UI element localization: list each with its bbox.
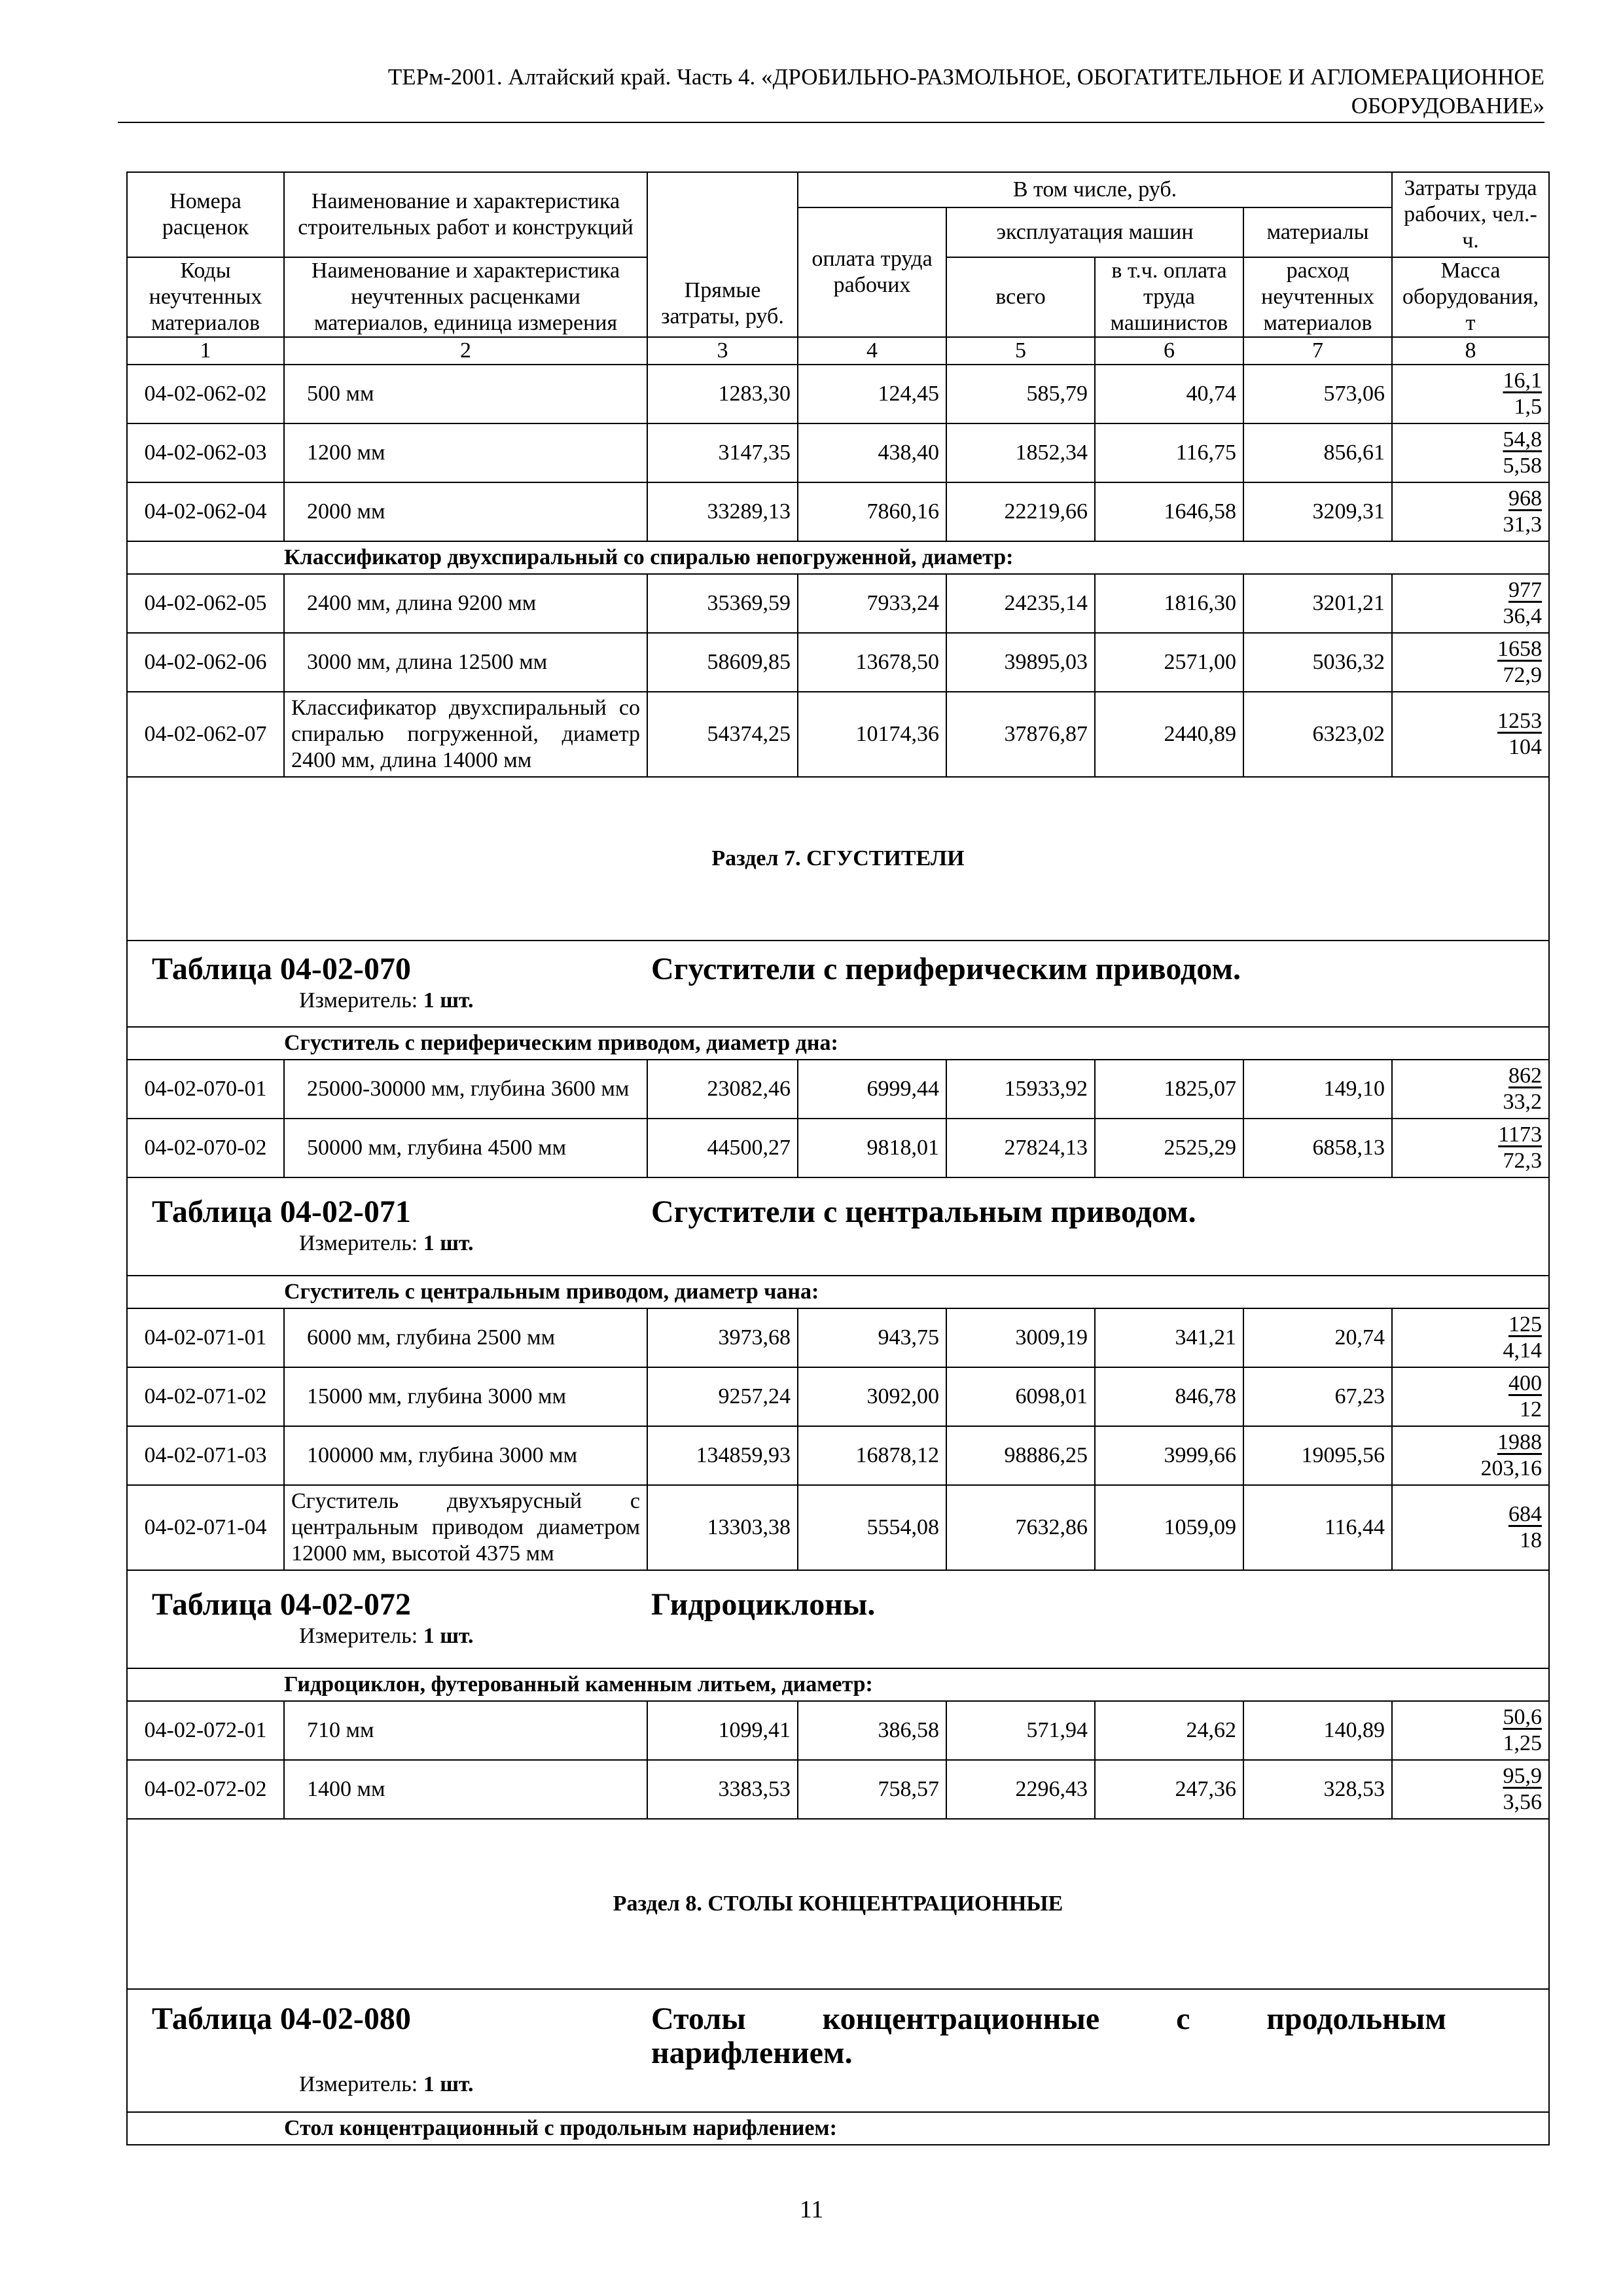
table-row [127,1060,1549,1119]
equipment-mass: 12 [1520,1397,1542,1422]
wages: 7933,24 [798,574,946,633]
materials-cost: 6323,02 [1243,692,1392,777]
rate-code: 04-02-062-03 [127,423,284,482]
direct-cost: 58609,85 [647,633,798,692]
column-index: 8 [1392,337,1549,365]
machines-total: 6098,01 [946,1367,1095,1426]
machinist-wages: 116,75 [1095,423,1243,482]
materials-cost: 573,06 [1243,365,1392,423]
table-number: Таблица 04-02-071 [152,1194,411,1229]
col-incl-wages-header: в т.ч. оплата труда машинистов [1095,257,1243,337]
work-name: 25000-30000 мм, глубина 3600 мм [284,1060,647,1119]
machinist-wages: 1825,07 [1095,1060,1243,1119]
unit-label: Измеритель: [299,1624,418,1648]
wages: 124,45 [798,365,946,423]
work-name: 710 мм [284,1701,647,1760]
running-header [118,63,1544,120]
col-code-header: Номера расценок [127,172,284,257]
wages: 386,58 [798,1701,946,1760]
column-index: 5 [946,337,1095,365]
unit-value: 1 шт. [423,1624,474,1648]
labor-cost: 862 [1508,1064,1542,1088]
equipment-mass: 72,9 [1503,663,1542,687]
direct-cost: 23082,46 [647,1060,798,1119]
direct-cost: 3147,35 [647,423,798,482]
direct-cost: 9257,24 [647,1367,798,1426]
wages: 5554,08 [798,1485,946,1570]
group-heading: Гидроциклон, футерованный каменным литьем, диаметр: [284,1668,1549,1701]
table-row [127,1485,1549,1570]
machinist-wages: 1059,09 [1095,1485,1243,1570]
machines-total: 2296,43 [946,1760,1095,1819]
labor-cost: 1658 [1497,637,1542,661]
labor-mass [1392,633,1549,692]
equipment-mass: 33,2 [1503,1090,1542,1114]
table-number: Таблица 04-02-072 [152,1587,411,1622]
table-row [127,482,1549,541]
labor-mass [1392,1760,1549,1819]
wages: 943,75 [798,1308,946,1367]
labor-mass [1392,1060,1549,1119]
group-blank-cell [127,1027,284,1060]
rate-code: 04-02-062-02 [127,365,284,423]
machines-total: 3009,19 [946,1308,1095,1367]
table-number: Таблица 04-02-070 [152,952,411,986]
col-mass-header: Масса оборудования, т [1392,257,1549,337]
col-wages-header: оплата труда рабочих [798,207,946,337]
work-name: Классификатор двухспиральный со спиралью погруженной, диаметр 2400 мм, длина 14000 мм [284,692,647,777]
machinist-wages: 1816,30 [1095,574,1243,633]
labor-cost: 400 [1508,1371,1542,1395]
group-heading-row [127,1668,1549,1701]
rate-code: 04-02-062-05 [127,574,284,633]
machines-total: 7632,86 [946,1485,1095,1570]
rate-code: 04-02-062-06 [127,633,284,692]
work-name: 15000 мм, глубина 3000 мм [284,1367,647,1426]
equipment-mass: 1,5 [1514,395,1542,419]
group-blank-cell [127,1668,284,1701]
table-row [127,574,1549,633]
price-table [126,171,1550,2145]
equipment-mass: 203,16 [1480,1456,1542,1480]
direct-cost: 44500,27 [647,1119,798,1177]
labor-mass [1392,365,1549,423]
machinist-wages: 2440,89 [1095,692,1243,777]
materials-cost: 328,53 [1243,1760,1392,1819]
work-name: 6000 мм, глубина 2500 мм [284,1308,647,1367]
table-row [127,1119,1549,1177]
equipment-mass: 104 [1508,735,1542,759]
labor-cost: 54,8 [1503,427,1542,452]
materials-cost: 3201,21 [1243,574,1392,633]
machinist-wages: 24,62 [1095,1701,1243,1760]
page-number: 11 [799,2196,824,2223]
machines-total: 585,79 [946,365,1095,423]
table-row [127,1760,1549,1819]
direct-cost: 3383,53 [647,1760,798,1819]
machines-total: 15933,92 [946,1060,1095,1119]
machines-total: 22219,66 [946,482,1095,541]
equipment-mass: 31,3 [1503,512,1542,537]
table-heading [127,1570,1549,1668]
col-name-header: Наименование и характеристика строительных работ и конструкций [284,172,647,257]
labor-mass [1392,692,1549,777]
work-name: Сгуститель двухъярусный с центральным приводом диаметром 12000 мм, высотой 4375 мм [284,1485,647,1570]
group-blank-cell [127,1276,284,1308]
table-heading [127,1177,1549,1276]
work-name: 500 мм [284,365,647,423]
table-title: Сгустители с центральным приводом. [651,1194,1196,1229]
equipment-mass: 1,25 [1503,1731,1542,1755]
group-heading-row [127,541,1549,574]
section-title: Раздел 7. СГУСТИТЕЛИ [127,777,1549,941]
column-index: 3 [647,337,798,365]
rate-code: 04-02-062-07 [127,692,284,777]
wages: 438,40 [798,423,946,482]
wages: 13678,50 [798,633,946,692]
labor-cost: 50,6 [1503,1705,1542,1729]
direct-cost: 3973,68 [647,1308,798,1367]
labor-cost: 977 [1508,578,1542,602]
labor-cost: 968 [1508,486,1542,511]
col-materials-header: материалы [1243,207,1392,257]
materials-cost: 3209,31 [1243,482,1392,541]
machinist-wages: 1646,58 [1095,482,1243,541]
labor-cost: 95,9 [1503,1764,1542,1788]
section-title: Раздел 8. СТОЛЫ КОНЦЕНТРАЦИОННЫЕ [127,1819,1549,1989]
group-heading: Классификатор двухспиральный со спиралью непогруженной, диаметр: [284,541,1549,574]
materials-cost: 856,61 [1243,423,1392,482]
work-name: 50000 мм, глубина 4500 мм [284,1119,647,1177]
direct-cost: 13303,38 [647,1485,798,1570]
work-name: 1400 мм [284,1760,647,1819]
col-total-header: всего [946,257,1095,337]
labor-mass [1392,1119,1549,1177]
table-heading-row [127,1177,1549,1276]
column-index: 2 [284,337,647,365]
machinist-wages: 341,21 [1095,1308,1243,1367]
labor-mass [1392,1426,1549,1485]
machinist-wages: 2571,00 [1095,633,1243,692]
labor-cost: 684 [1508,1502,1542,1526]
col-machines-header: эксплуатация машин [946,207,1243,257]
rate-code: 04-02-070-02 [127,1119,284,1177]
work-name: 2400 мм, длина 9200 мм [284,574,647,633]
running-header-line1: ТЕРм-2001. Алтайский край. Часть 4. «ДРОБИЛЬНО-РАЗМОЛЬНОЕ, ОБОГАТИТЕЛЬНОЕ И АГЛОМЕРАЦИОННОЕ [387,64,1544,90]
table-heading [127,941,1549,1027]
materials-cost: 149,10 [1243,1060,1392,1119]
column-index: 7 [1243,337,1392,365]
materials-cost: 6858,13 [1243,1119,1392,1177]
machinist-wages: 3999,66 [1095,1426,1243,1485]
materials-cost: 140,89 [1243,1701,1392,1760]
labor-cost: 1988 [1497,1430,1542,1454]
unit-label: Измеритель: [299,1231,418,1255]
rate-code: 04-02-072-02 [127,1760,284,1819]
equipment-mass: 3,56 [1503,1790,1542,1814]
header-row-1 [127,172,1549,207]
machinist-wages: 846,78 [1095,1367,1243,1426]
table-number: Таблица 04-02-080 [152,2001,411,2036]
equipment-mass: 72,3 [1503,1149,1542,1173]
rate-code: 04-02-071-02 [127,1367,284,1426]
group-heading-row [127,1276,1549,1308]
group-blank-cell [127,541,284,574]
machines-total: 39895,03 [946,633,1095,692]
direct-cost: 1099,41 [647,1701,798,1760]
table-title: Гидроциклоны. [651,1587,876,1622]
group-heading: Сгуститель с периферическим приводом, диаметр дна: [284,1027,1549,1060]
machines-total: 37876,87 [946,692,1095,777]
column-index: 1 [127,337,284,365]
unit-of-measure [134,2070,1542,2099]
table-heading-row [127,941,1549,1027]
labor-mass [1392,482,1549,541]
direct-cost: 54374,25 [647,692,798,777]
materials-cost: 116,44 [1243,1485,1392,1570]
rate-code: 04-02-071-04 [127,1485,284,1570]
machinist-wages: 40,74 [1095,365,1243,423]
wages: 3092,00 [798,1367,946,1426]
direct-cost: 35369,59 [647,574,798,633]
table-row [127,1308,1549,1367]
table-heading-row [127,1989,1549,2112]
rate-code: 04-02-071-01 [127,1308,284,1367]
table-title: Столы концентрационные с продольным нарифлением. [651,2001,1446,2070]
col-labor-header: Затраты труда рабочих, чел.-ч. [1392,172,1549,257]
unit-value: 1 шт. [423,1231,474,1255]
materials-cost: 19095,56 [1243,1426,1392,1485]
group-heading-row [127,2112,1549,2145]
column-index-row [127,337,1549,365]
machines-total: 24235,14 [946,574,1095,633]
wages: 6999,44 [798,1060,946,1119]
unit-label: Измеритель: [299,2072,418,2096]
table-row [127,692,1549,777]
labor-mass [1392,1701,1549,1760]
direct-cost: 134859,93 [647,1426,798,1485]
labor-mass [1392,1308,1549,1367]
machinist-wages: 2525,29 [1095,1119,1243,1177]
running-header-line2: ОБОРУДОВАНИЕ» [1351,93,1544,118]
work-name: 1200 мм [284,423,647,482]
section-heading-row [127,1819,1549,1989]
group-heading: Сгуститель с центральным приводом, диаметр чана: [284,1276,1549,1308]
wages: 9818,01 [798,1119,946,1177]
table-row [127,365,1549,423]
rate-code: 04-02-071-03 [127,1426,284,1485]
work-name: 2000 мм [284,482,647,541]
labor-mass [1392,423,1549,482]
work-name: 100000 мм, глубина 3000 мм [284,1426,647,1485]
column-index: 4 [798,337,946,365]
col-name2-header: Наименование и характеристика неучтенных расценками материалов, единица измерения [284,257,647,337]
table-row [127,633,1549,692]
unit-value: 1 шт. [423,988,474,1013]
labor-cost: 1173 [1498,1122,1542,1147]
labor-cost: 16,1 [1503,368,1542,393]
labor-mass [1392,574,1549,633]
rate-code: 04-02-070-01 [127,1060,284,1119]
rate-code: 04-02-062-04 [127,482,284,541]
wages: 758,57 [798,1760,946,1819]
work-name: 3000 мм, длина 12500 мм [284,633,647,692]
materials-cost: 5036,32 [1243,633,1392,692]
unit-of-measure [134,986,1542,1015]
group-heading-row [127,1027,1549,1060]
materials-cost: 67,23 [1243,1367,1392,1426]
rate-code: 04-02-072-01 [127,1701,284,1760]
unit-of-measure [134,1622,1542,1651]
labor-mass [1392,1485,1549,1570]
machines-total: 98886,25 [946,1426,1095,1485]
machines-total: 571,94 [946,1701,1095,1760]
table-row [127,1701,1549,1760]
table-row [127,1426,1549,1485]
equipment-mass: 18 [1520,1528,1542,1552]
header-rule [118,122,1544,123]
labor-mass [1392,1367,1549,1426]
machinist-wages: 247,36 [1095,1760,1243,1819]
table-row [127,423,1549,482]
group-blank-cell [127,2112,284,2145]
equipment-mass: 5,58 [1503,454,1542,478]
materials-cost: 20,74 [1243,1308,1392,1367]
wages: 7860,16 [798,482,946,541]
unit-value: 1 шт. [423,2072,474,2096]
table-row [127,1367,1549,1426]
equipment-mass: 36,4 [1503,604,1542,628]
machines-total: 1852,34 [946,423,1095,482]
direct-cost: 33289,13 [647,482,798,541]
col-consumption-header: расход неучтенных материалов [1243,257,1392,337]
col-in-total-header: В том числе, руб. [798,172,1392,207]
wages: 16878,12 [798,1426,946,1485]
unit-of-measure [134,1229,1542,1258]
table-title: Сгустители с периферическим приводом. [651,952,1241,986]
col-direct-header: Прямые затраты, руб. [647,172,798,337]
table-heading-row [127,1570,1549,1668]
unit-label: Измеритель: [299,988,418,1013]
group-heading: Стол концентрационный с продольным нарифлением: [284,2112,1549,2145]
direct-cost: 1283,30 [647,365,798,423]
table-heading [127,1989,1549,2112]
wages: 10174,36 [798,692,946,777]
equipment-mass: 4,14 [1503,1338,1542,1363]
col-code2-header: Коды неучтенных материалов [127,257,284,337]
labor-cost: 1253 [1497,709,1542,733]
section-heading-row [127,777,1549,941]
machines-total: 27824,13 [946,1119,1095,1177]
column-index: 6 [1095,337,1243,365]
labor-cost: 125 [1508,1312,1542,1336]
